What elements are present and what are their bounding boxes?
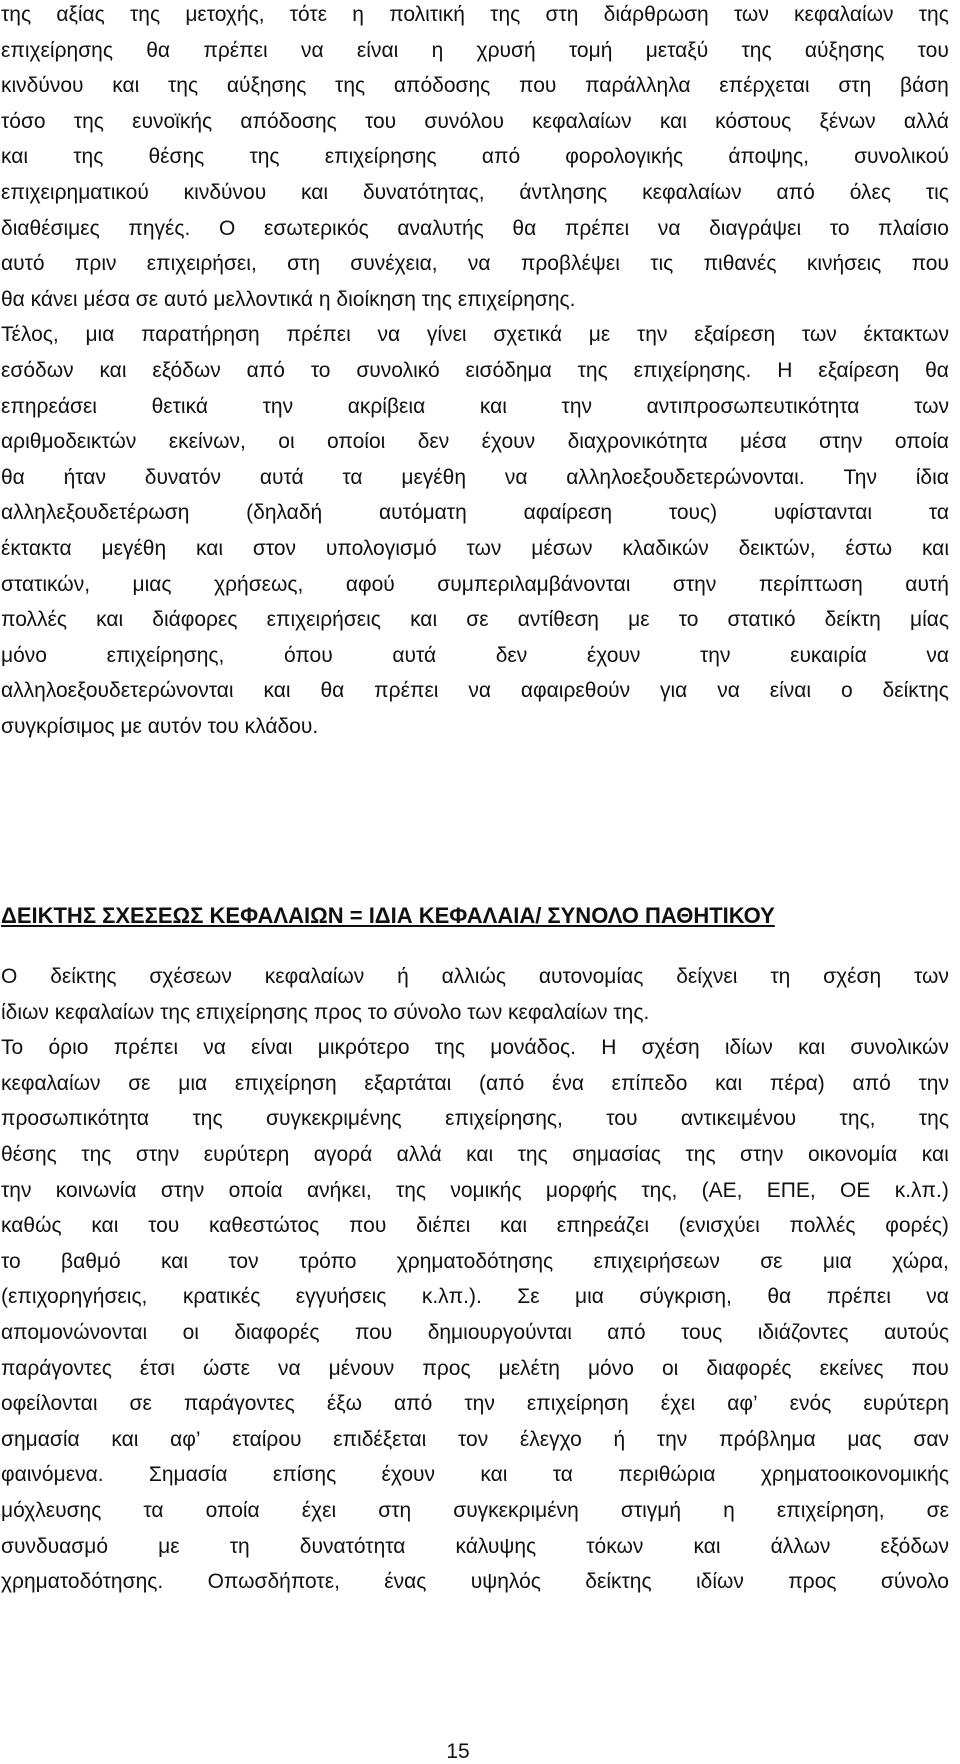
p1-line: επηρεάσει θετικά την ακρίβεια και την αντιπροσωπευτικότητα των bbox=[1, 394, 949, 418]
p2-line: θέσης της στην ευρύτερη αγορά αλλά και της σημασίας της στην οικονομία και bbox=[1, 1143, 949, 1166]
p1-line: αλληλοεξουδετερώνονται και θα πρέπει να αφαιρεθούν για να είναι ο δείκτης bbox=[1, 679, 949, 703]
p2-line: μόχλευσης τα οποία έχει στη συγκεκριμένη στιγμή η επιχείρηση, σε bbox=[1, 1499, 949, 1522]
section-heading: ΔΕΙΚΤΗΣ ΣΧΕΣΕΩΣ ΚΕΦΑΛΑΙΩΝ = ΙΔΙΑ ΚΕΦΑΛΑΙΑ/ ΣΥΝΟΛΟ ΠΑΘΗΤΙΚΟΥ bbox=[1, 903, 775, 928]
p1-line: αριθμοδεικτών εκείνων, οι οποίοι δεν έχουν διαχρονικότητα μέσα στην οποία bbox=[1, 430, 949, 454]
p2-line: (επιχορηγήσεις, κρατικές εγγυήσεις κ.λπ.). Σε μια σύγκριση, θα πρέπει να bbox=[1, 1285, 949, 1309]
p1-line: κινδύνου και της αύξησης της απόδοσης που παράλληλα επέρχεται στη βάση bbox=[1, 74, 949, 98]
p2-line: φαινόμενα. Σημασία επίσης έχουν και τα περιθώρια χρηματοοικονομικής bbox=[1, 1463, 949, 1487]
p2-line: χρηματοδότησης. Οπωσδήποτε, ένας υψηλός δείκτης ιδίων προς σύνολο bbox=[1, 1570, 949, 1594]
p1-line: αλληλεξουδετέρωση (δηλαδή αυτόματη αφαίρεση τους) υφίστανται τα bbox=[1, 501, 949, 525]
p1-line: θα ήταν δυνατόν αυτά τα μεγέθη να αλληλοεξουδετερώνονται. Την ίδια bbox=[1, 465, 949, 489]
p2-line: σημασία και αφ’ εταίρου επιδέξεται τον έλεγχο ή την πρόβλημα μας σαν bbox=[1, 1427, 949, 1451]
p2-line: Ο δείκτης σχέσεων κεφαλαίων ή αλλιώς αυτονομίας δείχνει τη σχέση των bbox=[1, 965, 949, 988]
p2-line: οφείλονται σε παράγοντες έξω από την επιχείρηση έχει αφ’ ενός ευρύτερη bbox=[1, 1392, 949, 1416]
p1-line: πολλές και διάφορες επιχειρήσεις και σε αντίθεση με το στατικό δείκτη μίας bbox=[1, 608, 949, 632]
p2-line: απομονώνονται οι διαφορές που δημιουργούνται από τους ιδιάζοντες αυτούς bbox=[1, 1321, 949, 1344]
p1-line: επιχειρηματικού κινδύνου και δυνατότητας, άντλησης κεφαλαίων από όλες τις bbox=[1, 181, 949, 204]
p1-line: Τέλος, μια παρατήρηση πρέπει να γίνει σχετικά με την εξαίρεση των έκτακτων bbox=[1, 323, 949, 347]
p1-line: στατικών, μιας χρήσεως, αφού συμπεριλαμβάνονται στην περίπτωση αυτή bbox=[1, 572, 949, 596]
p1-line: διαθέσιμες πηγές. Ο εσωτερικός αναλυτής θα πρέπει να διαγράψει το πλαίσιο bbox=[1, 216, 949, 240]
page-number: 15 bbox=[446, 1740, 470, 1763]
p2-line: καθώς και του καθεστώτος που διέπει και επηρεάζει (ενισχύει πολλές φορές) bbox=[1, 1214, 949, 1238]
p1-line: της αξίας της μετοχής, τότε η πολιτική της στη διάρθρωση των κεφαλαίων της bbox=[1, 3, 949, 26]
p2-line: το βαθμό και τον τρόπο χρηματοδότησης επιχειρήσεων σε μια χώρα, bbox=[1, 1249, 949, 1273]
p2-line: παράγοντες έτσι ώστε να μένουν προς μελέτη μόνο οι διαφορές εκείνες που bbox=[1, 1356, 949, 1380]
p1-line: θα κάνει μέσα σε αυτό μελλοντικά η διοίκηση της επιχείρησης. bbox=[1, 287, 576, 311]
p1-line: εσόδων και εξόδων από το συνολικό εισόδημα της επιχείρησης. Η εξαίρεση θα bbox=[1, 359, 949, 382]
p1-line: αυτό πριν επιχειρήσει, στη συνέχεια, να προβλέψει τις πιθανές κινήσεις που bbox=[1, 252, 949, 276]
p1-line: μόνο επιχείρησης, όπου αυτά δεν έχουν την ευκαιρία να bbox=[1, 643, 949, 667]
p2-line: προσωπικότητα της συγκεκριμένης επιχείρησης, του αντικειμένου της, της bbox=[1, 1107, 949, 1131]
p2-line: κεφαλαίων σε μια επιχείρηση εξαρτάται (από ένα επίπεδο και πέρα) από την bbox=[1, 1071, 949, 1095]
p1-line: συγκρίσιμος με αυτόν του κλάδου. bbox=[1, 715, 319, 738]
p2-line: ίδιων κεφαλαίων της επιχείρησης προς το σύνολο των κεφαλαίων της. bbox=[1, 1000, 650, 1024]
p1-line: έκτακτα μεγέθη και στον υπολογισμό των μέσων κλαδικών δεικτών, έστω και bbox=[1, 537, 949, 560]
p1-line: τόσο της ευνοϊκής απόδοσης του συνόλου κεφαλαίων και κόστους ξένων αλλά bbox=[1, 109, 949, 133]
p1-line: και της θέσης της επιχείρησης από φορολογικής άποψης, συνολικού bbox=[1, 145, 949, 169]
p1-line: επιχείρησης θα πρέπει να είναι η χρυσή τομή μεταξύ της αύξησης του bbox=[1, 38, 949, 62]
p2-line: Το όριο πρέπει να είναι μικρότερο της μονάδος. Η σχέση ιδίων και συνολικών bbox=[1, 1036, 949, 1060]
p2-line: συνδυασμό με τη δυνατότητα κάλυψης τόκων και άλλων εξόδων bbox=[1, 1534, 949, 1558]
p2-line: την κοινωνία στην οποία ανήκει, της νομικής μορφής της, (ΑΕ, ΕΠΕ, ΟΕ κ.λπ.) bbox=[1, 1178, 949, 1202]
